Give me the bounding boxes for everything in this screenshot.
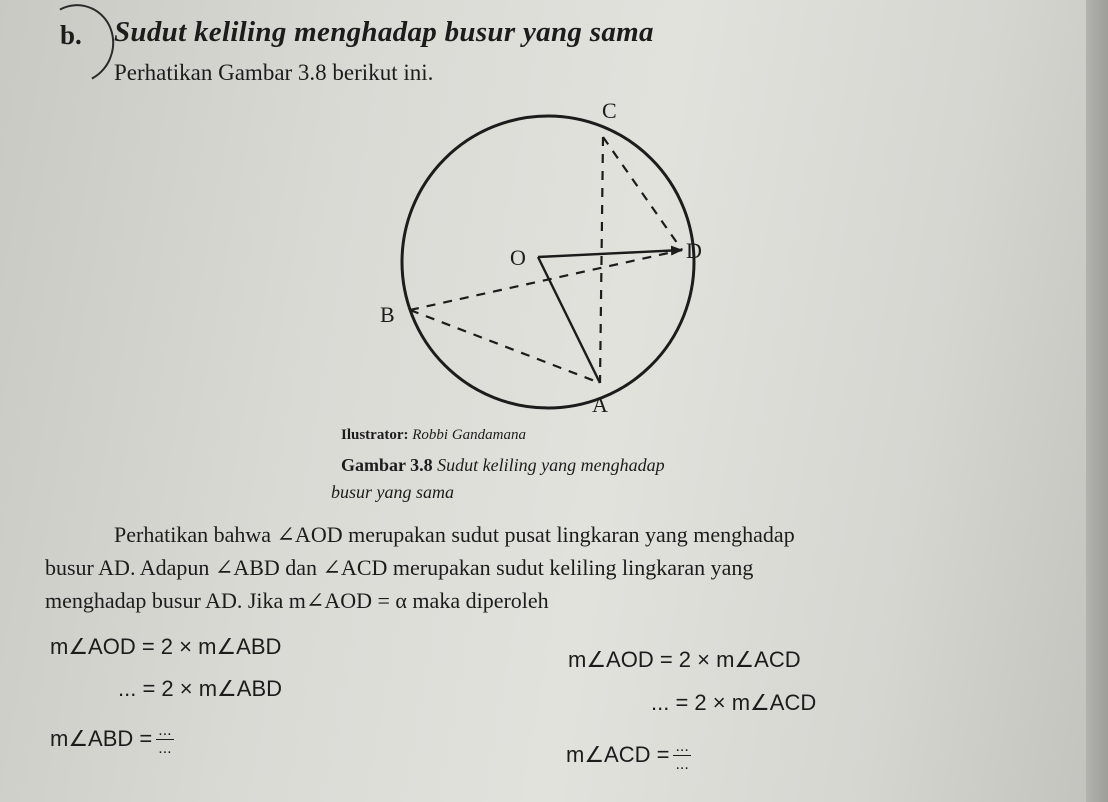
segment-ca	[600, 137, 603, 383]
equation-left-2: ... = 2 × m∠ABD	[118, 676, 283, 701]
intro-text: Perhatikan Gambar 3.8 berikut ini.	[114, 60, 434, 85]
fraction-right-denominator: ...	[675, 756, 689, 773]
circle-figure	[360, 90, 740, 430]
caption-number: Gambar 3.8	[341, 455, 433, 475]
segment-bd	[410, 250, 682, 310]
paragraph-line-2: busur AD. Adapun ∠ABD dan ∠ACD merupakan sudut keliling lingkaran yang	[45, 555, 754, 580]
label-point-d: D	[686, 238, 702, 263]
paragraph-line-1: Perhatikan bahwa ∠AOD merupakan sudut pusat lingkaran yang menghadap	[114, 522, 795, 547]
label-point-a: A	[592, 392, 608, 417]
segment-od	[538, 250, 682, 257]
equation-right-2: ... = 2 × m∠ACD	[651, 690, 817, 715]
credit-role: Ilustrator:	[341, 427, 409, 443]
fraction-blank-right	[673, 740, 690, 772]
equation-left-3-lhs: m∠ABD =	[50, 725, 153, 751]
credit-name: Robbi Gandamana	[412, 427, 526, 443]
label-point-b: B	[380, 302, 395, 327]
equation-left-3	[50, 724, 174, 756]
equation-right-3-lhs: m∠ACD =	[566, 741, 670, 767]
segment-ba	[410, 310, 600, 383]
section-letter: b.	[60, 20, 82, 50]
segment-cd	[603, 137, 682, 250]
fraction-blank-left	[156, 724, 173, 756]
label-point-o: O	[510, 245, 526, 270]
segment-oa	[538, 257, 600, 383]
fraction-left-numerator: ...	[158, 722, 172, 739]
caption-text: Sudut keliling yang menghadap	[437, 455, 665, 475]
label-point-c: C	[602, 98, 617, 123]
equation-left-1: m∠AOD = 2 × m∠ABD	[50, 634, 282, 659]
caption-text-continued: busur yang sama	[331, 482, 455, 502]
page-edge-shadow	[1086, 0, 1108, 802]
figure-caption	[341, 455, 665, 476]
paragraph-line-3: menghadap busur AD. Jika m∠AOD = α maka diperoleh	[45, 588, 549, 613]
fraction-right-numerator: ...	[675, 738, 689, 755]
circle-outline	[402, 116, 694, 408]
equation-right-1: m∠AOD = 2 × m∠ACD	[568, 647, 801, 672]
figure-credit	[341, 427, 526, 444]
equation-right-3	[566, 740, 691, 772]
section-title: Sudut keliling menghadap busur yang sama	[114, 16, 654, 48]
fraction-left-denominator: ...	[158, 740, 172, 757]
